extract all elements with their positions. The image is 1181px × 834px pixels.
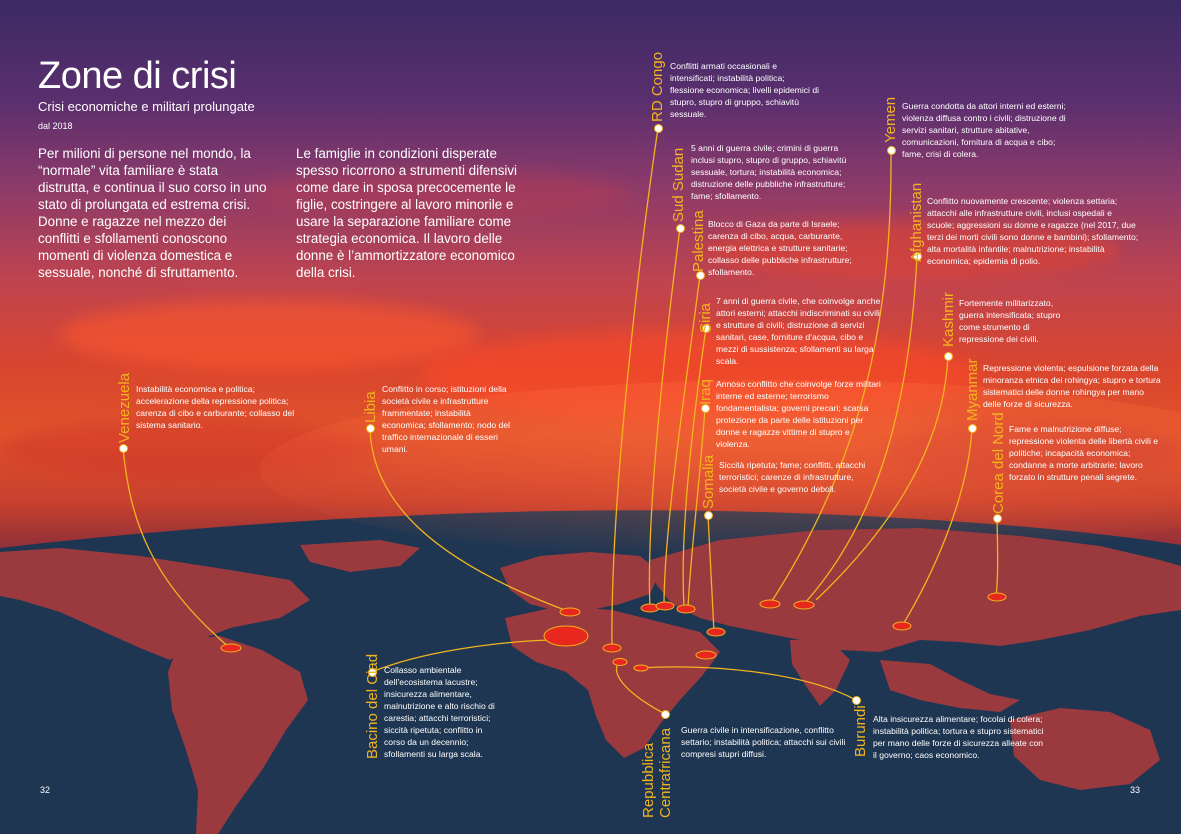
- marker-dot: [654, 124, 663, 133]
- crisis-desc-yemen: Guerra condotta da attori interni ed esterni; violenza diffusa contro i civili; distruzione di servizi sanitari, strutture abitative, comunicazioni, fornitura di acqua e cibo; fame, crisi di colera.: [902, 101, 1066, 159]
- page-number-left: 32: [40, 785, 51, 795]
- marker-dot: [993, 514, 1002, 523]
- page-title: Zone di crisi: [38, 55, 237, 97]
- intro-paragraph-2: Le famiglie in condizioni disperate spesso ricorrono a strumenti difensivi come dare in sposa precocemente le figlie, costringere al lavoro minorile e usare la separazione familiare come strategia economica. Il lavoro delle donne è l’ammortizzatore economico della crisi.: [296, 146, 518, 280]
- crisis-desc-siria: 7 anni di guerra civile, che coinvolge anche attori esterni; attacchi indiscriminati su civili e strutture di civili; distruzione di servizi sanitari, case, forniture d’acqua, cibo e mezzi di sussistenza; sfollamenti su larga scala.: [716, 296, 881, 366]
- marker-dot: [944, 352, 953, 361]
- crisis-desc-venezuela: Instabilità economica e politica; accelerazione della repressione politica; carenza di cibo e carburante; collasso del sistema sanitario.: [136, 384, 295, 430]
- crisis-desc-corea-del-nord: Fame e malnutrizione diffuse; repressione violenta delle libertà civili e politiche; incapacità economica; condanne a morte arbitrarie; lavoro forzato in strutture penali segrete.: [1009, 424, 1159, 482]
- crisis-desc-afghanistan: Conflitto nuovamente crescente; violenza settaria; attacchi alle infrastrutture civili, inclusi ospedali e scuole; aggressioni su donne e ragazze (nel 2017, due terzi dei morti civili sono donne e bambini); sfollamento; alta mortalità infantile; malnutrizione; instabilità economica; epidemia di polio.: [927, 196, 1139, 266]
- crisis-desc-sud-sudan: 5 anni di guerra civile; crimini di guerra inclusi stupro, stupro di gruppo, schiavitù sessuale, tortura; instabilità economica; distruzione delle pubbliche infrastrutture; fame; sfollamento.: [691, 143, 847, 201]
- country-label-palestina: Palestina: [690, 210, 707, 272]
- country-label-siria: Siria: [697, 302, 714, 333]
- marker-dot: [696, 271, 705, 280]
- crisis-desc-myanmar: Repressione violenta; espulsione forzata della minoranza etnica dei rohingya; stupro e tortura sistematici delle donne rohingya per mano delle forze di sicurezza.: [983, 363, 1161, 409]
- crisis-desc-bacino-del-ciad: Collasso ambientale dell’ecosistema lacustre; insicurezza alimentare, malnutrizione e alto rischio di carestia; attacchi terroristici; siccità ripetuta; conflitto in corso da un decennio; sfollamenti su larga scala.: [384, 665, 495, 759]
- marker-dot: [704, 511, 713, 520]
- crisis-desc-somalia: Siccità ripetuta; fame; conflitti, attacchi terroristici; carenze di infrastrutture, società civile e governo deboli.: [719, 460, 866, 494]
- country-label-sud-sudan: Sud Sudan: [670, 147, 687, 222]
- country-label-rd-congo: RD Congo: [649, 51, 666, 122]
- country-label-venezuela: Venezuela: [116, 372, 133, 443]
- crisis-desc-rd-congo: Conflitti armati occasionali e intensificati; instabilità politica; flessione economica; livelli epidemici di stupro, stupro di gruppo, schiavitù sessuale.: [670, 61, 820, 119]
- marker-dot: [119, 444, 128, 453]
- crisis-desc-repubblica-centrafricana: Guerra civile in intensificazione, conflitto settario; instabilità politica; attacchi sui civili compresi stupri diffusi.: [681, 725, 846, 759]
- country-label-repubblica-centrafricana: Repubblica Centrafricana: [640, 727, 674, 818]
- marker-dot: [887, 146, 896, 155]
- marker-dot: [366, 424, 375, 433]
- country-label-corea-del-nord: Corea del Nord: [990, 412, 1007, 514]
- intro-paragraph-1: Per milioni di persone nel mondo, la “normale” vita familiare è stata distrutta, e continua il suo corso in uno stato di prolungata ed estrema crisi. Donne e ragazze nel mezzo dei conflitti e sfollamenti conoscono momenti di violenza domestica e sessuale, nonché di sfruttamento.: [38, 146, 267, 280]
- country-label-iraq: Iraq: [697, 379, 714, 405]
- country-label-yemen: Yemen: [882, 96, 899, 143]
- page-subtitle: Crisi economiche e militari prolungate: [38, 99, 255, 114]
- country-label-bacino-del-ciad: Bacino del Ciad: [364, 653, 381, 759]
- since-label: dal 2018: [38, 121, 73, 131]
- crisis-desc-kashmir: Fortemente militarizzato, guerra intensificata; stupro come strumento di repressione dei civili.: [959, 298, 1061, 344]
- country-label-myanmar: Myanmar: [964, 358, 981, 421]
- crisis-desc-iraq: Annoso conflitto che coinvolge forze militari interne ed esterne; terrorismo fondamentalista; governi precari; scarsa protezione da parte delle istituzioni per donne e ragazze vittime di stupro e violenza.: [716, 379, 881, 449]
- country-label-kashmir: Kashmir: [940, 291, 957, 347]
- country-label-somalia: Somalia: [700, 454, 717, 509]
- crisis-desc-burundi: Alta insicurezza alimentare; focolai di colera; instabilità politica; tortura e stupro sistematici per mano delle forze di sicurezza alleate con il governo; caos economico.: [873, 714, 1044, 760]
- country-label-afghanistan: Afghanistan: [908, 182, 925, 262]
- marker-dot: [852, 696, 861, 705]
- marker-dot: [968, 424, 977, 433]
- country-label-burundi: Burundi: [852, 705, 869, 757]
- page-number-right: 33: [1130, 785, 1141, 795]
- crisis-desc-libia: Conflitto in corso; istituzioni della società civile e infrastrutture frammentate; instabilità economica; sfollamento; nodo del traffico internazionale di esseri umani.: [382, 384, 511, 454]
- marker-dot: [676, 224, 685, 233]
- crisis-desc-palestina: Blocco di Gaza da parte di Israele; carenza di cibo, acqua, carburante, energia elettrica e strutture sanitarie; collasso delle pubbliche infrastrutture; sfollamento.: [708, 219, 852, 277]
- marker-dot: [701, 404, 710, 413]
- country-label-libia: Libia: [362, 391, 379, 423]
